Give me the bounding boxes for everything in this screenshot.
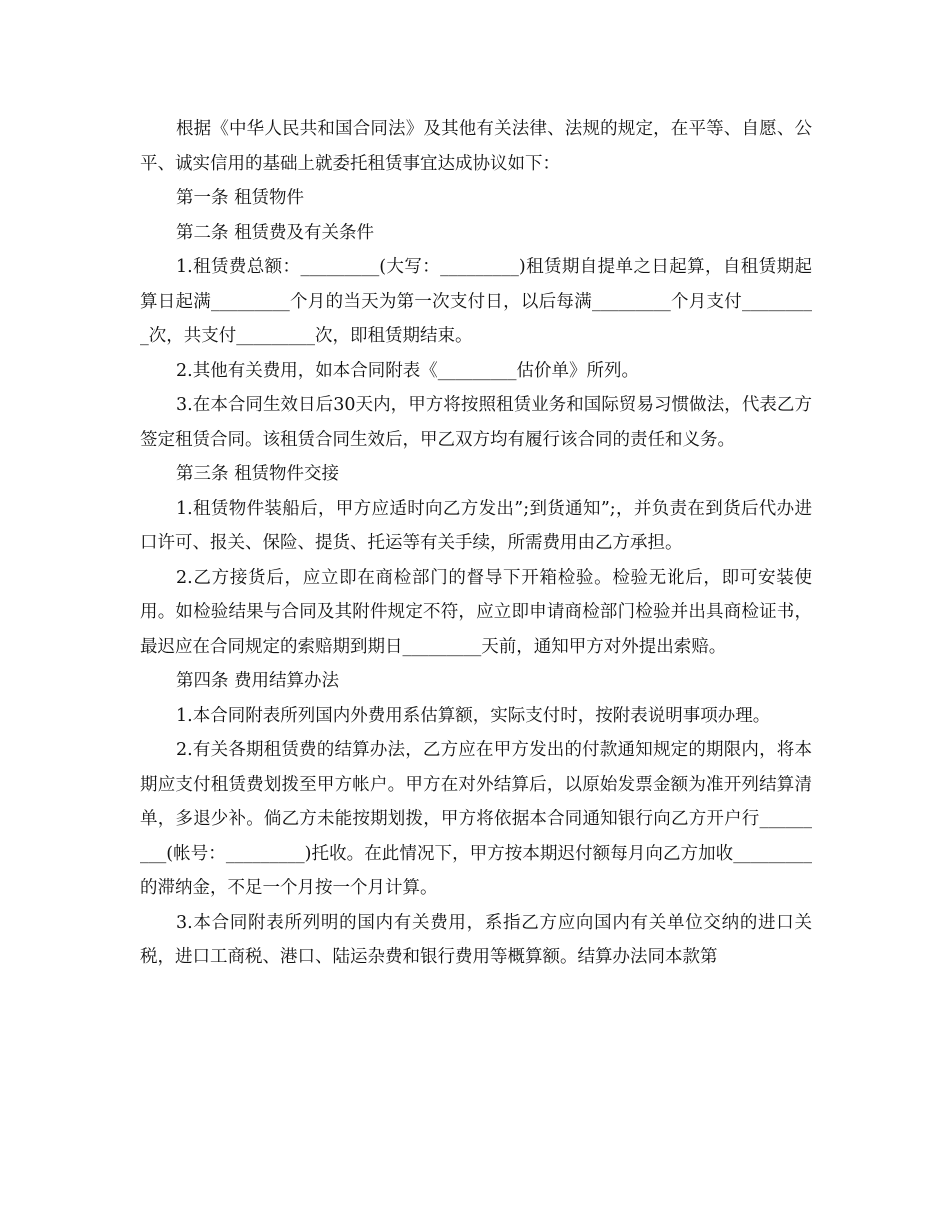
document-body [140,112,812,975]
article-2-clause-2: 2.其他有关费用，如本合同附表《_________估价单》所列。 [176,360,639,381]
article-4-clause-1: 1.本合同附表所列国内外费用系估算额，实际支付时，按附表说明事项办理。 [176,705,771,726]
article-3-heading: 第三条 租赁物件交接 [176,464,340,484]
article-2-clause-3: 3.在本合同生效日后30天内，甲方将按照租赁业务和国际贸易习惯做法，代表乙方签定租赁合同。该租赁合同生效后，甲乙双方均有履行该合同的责任和义务。 [140,395,812,450]
article-4-clause-2: 2.有关各期租赁费的结算办法，乙方应在甲方发出的付款通知规定的期限内，将本期应支付租赁费划拨至甲方帐户。甲方在对外结算后，以原始发票金额为准开列结算清单，多退少补。倘乙方未能按期划拨，甲方将依据本合同通知银行向乙方开户行_________(帐号：_________)托收。在此情况下，甲方按本期迟付额每月向乙方加收_________的滞纳金，不足一个月按一个月计算。 [140,740,812,898]
article-4-clause-3: 3.本合同附表所列明的国内有关费用，系指乙方应向国内有关单位交纳的进口关税，进口工商税、港口、陆运杂费和银行费用等概算额。结算办法同本款第 [140,912,812,967]
article-3-clause-1: 1.租赁物件装船后，甲方应适时向乙方发出”;到货通知”;，并负责在到货后代办进口许可、报关、保险、提货、托运等有关手续，所需费用由乙方承担。 [140,498,812,553]
paragraph-preamble: 根据《中华人民共和国合同法》及其他有关法律、法规的规定，在平等、自愿、公平、诚实信用的基础上就委托租赁事宜达成协议如下： [140,119,812,174]
article-4-heading: 第四条 费用结算办法 [176,671,340,691]
article-1-heading: 第一条 租赁物件 [176,188,305,208]
article-2-heading: 第二条 租赁费及有关条件 [176,222,375,243]
article-3-clause-2: 2.乙方接货后，应立即在商检部门的督导下开箱检验。检验无讹后，即可安装使用。如检验结果与合同及其附件规定不符，应立即申请商检部门检验并出具商检证书，最迟应在合同规定的索赔期到期日_________天前，通知甲方对外提出索赔。 [140,567,812,657]
article-2-clause-1: 1.租赁费总额：_________(大写：_________)租赁期自提单之日起算，自租赁期起算日起满_________个月的当天为第一次支付日，以后每满_________个月支付_________次，共支付_________次，即租赁期结束。 [140,257,812,346]
